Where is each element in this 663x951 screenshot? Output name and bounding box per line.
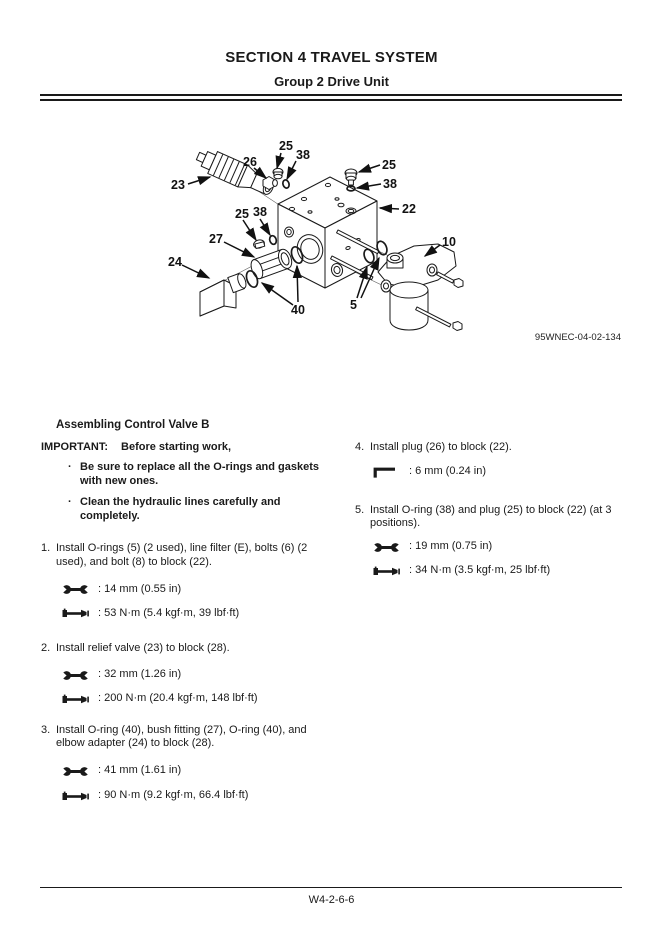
wrench-icon [62,766,89,777]
step-item [41,542,333,569]
o-ring-38-top-drawing [282,179,290,189]
callout-25-top: 25 [279,139,293,153]
torque-value-text: : 90 N·m (9.2 kgf·m, 66.4 lbf·ft) [98,789,249,802]
step-number: 4. [355,441,365,453]
hex-key-icon [373,467,400,478]
column-right [355,441,631,578]
torque-spec-row [373,565,631,578]
page-number: W4-2-6-6 [308,894,355,906]
plug-25-right-drawing [345,169,357,185]
important-label: IMPORTANT: [41,440,109,453]
footer-rule [40,887,622,888]
step-item [355,441,631,455]
callout-38-right: 38 [383,177,397,191]
callout-26: 26 [243,155,257,169]
torque-value-text: : 200 N·m (20.4 kgf·m, 148 lbf·ft) [98,692,258,705]
step-number: 1. [41,542,51,554]
step-text: Install O-ring (38) and plug (25) to block (22) (at 3 positions). [370,503,612,529]
torque-wrench-icon [62,694,89,705]
callout-25-mid: 25 [235,207,249,221]
group-title: Group 2 Drive Unit [274,74,389,89]
step-text: Install plug (26) to block (22). [370,441,512,453]
callout-24: 24 [168,255,182,269]
step-item [41,724,333,751]
wrench-icon [62,584,89,595]
important-text: Before starting work, [121,440,232,453]
step-text: Install relief valve (23) to block (28). [56,642,230,654]
callout-40: 40 [291,303,305,317]
callout-38-top: 38 [296,148,310,162]
callout-27: 27 [209,232,223,246]
step-text: Install O-ring (40), bush fitting (27), O-ring (40), and elbow adapter (24) to block (28). [56,723,307,749]
procedure-heading: Assembling Control Valve B [56,419,210,431]
step-number: 5. [355,503,365,516]
hex-key-size-text: : 6 mm (0.24 in) [409,465,487,478]
callout-23: 23 [171,178,185,192]
step-item [355,504,631,531]
step-item [41,642,333,656]
wrench-size-text: : 19 mm (0.75 in) [409,540,493,553]
exploded-view-diagram [40,112,622,352]
wrench-icon [373,542,400,553]
step-number: 2. [41,642,51,654]
column-left [41,419,333,803]
bullet-text: Clean the hydraulic lines carefully and completely. [80,496,281,522]
callout-10: 10 [442,235,456,249]
torque-value-text: : 53 N·m (5.4 kgf·m, 39 lbf·ft) [98,606,240,619]
torque-value-text: : 34 N·m (3.5 kgf·m, 25 lbf·ft) [409,564,551,577]
callout-5: 5 [350,298,357,312]
step-text: Install O-rings (5) (2 used), line filter (E), bolts (6) (2 used), and bolt (8) to block (22). [56,542,308,568]
wrench-spec-row [62,765,333,778]
figure-code: 95WNEC-04-02-134 [534,332,621,343]
plug-25-mid-drawing [253,239,266,250]
callout-25-right: 25 [382,158,396,172]
torque-spec-row [62,693,333,706]
torque-wrench-icon [62,791,89,802]
valve-block-22-drawing [278,177,379,288]
callout-22: 22 [402,202,416,216]
wrench-size-text: : 14 mm (0.55 in) [98,582,182,595]
wrench-spec-row [62,669,333,682]
bullet-marker: · [68,461,72,473]
important-bullet-item [41,496,333,523]
wrench-icon [62,670,89,681]
torque-spec-row [62,790,333,803]
hex-key-spec-row [373,466,631,479]
plug-25-top-drawing [273,168,283,178]
elbow-adapter-24-drawing [200,272,248,316]
relief-valve-23-drawing [193,145,277,200]
torque-wrench-icon [62,608,89,619]
bullet-text: Be sure to replace all the O-rings and gaskets with new ones. [80,461,320,487]
wrench-spec-row [373,541,631,554]
wrench-spec-row [62,583,333,596]
wrench-size-text: : 32 mm (1.26 in) [98,668,182,681]
wrench-size-text: : 41 mm (1.61 in) [98,764,182,777]
torque-spec-row [62,607,333,620]
section-title: SECTION 4 TRAVEL SYSTEM [225,49,438,66]
o-ring-38-mid-drawing [269,235,278,245]
torque-wrench-icon [373,566,400,577]
filter-assembly-10-drawing [378,244,463,331]
header-double-rule [40,94,622,101]
important-bullet-item [41,461,333,488]
step-number: 3. [41,723,51,736]
important-note [41,441,333,455]
callout-38-mid: 38 [253,205,267,219]
bullet-marker: · [68,496,72,508]
